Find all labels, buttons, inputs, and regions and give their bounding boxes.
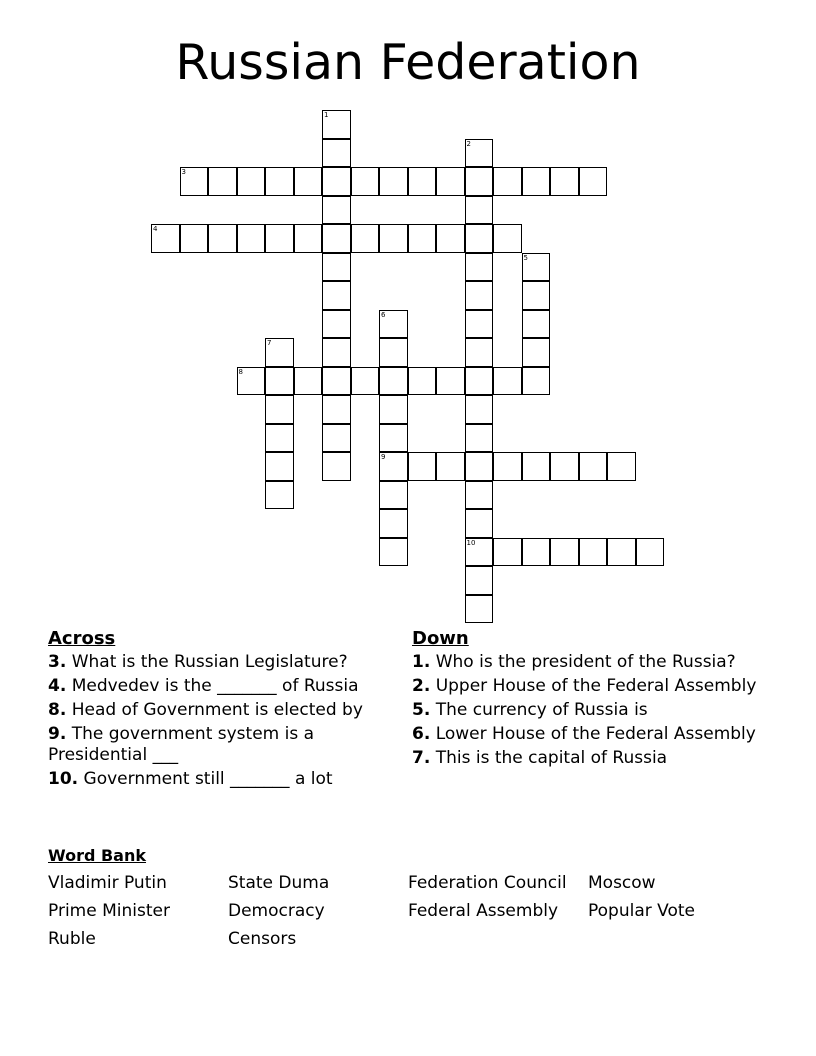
crossword-cell[interactable] [465,595,494,624]
crossword-cell[interactable] [465,196,494,225]
word-bank-item: Democracy [228,901,325,921]
crossword-cell[interactable] [465,167,494,196]
crossword-cell[interactable] [408,224,437,253]
clue-text: Medvedev is the _______ of Russia [71,676,359,696]
word-bank-item: State Duma [228,873,330,893]
crossword-cell[interactable] [322,452,351,481]
crossword-cell[interactable] [379,509,408,538]
crossword-cell[interactable] [465,566,494,595]
clue-down-7 [412,748,762,769]
clue-text: The government system is a Presidential ___ [48,724,315,765]
crossword-cell[interactable] [493,224,522,253]
crossword-cell[interactable] [265,452,294,481]
crossword-cell[interactable] [579,167,608,196]
clue-number-label: 10 [466,538,476,547]
crossword-cell[interactable] [550,452,579,481]
clue-text: The currency of Russia is [435,700,648,720]
crossword-cell[interactable] [436,367,465,396]
word-bank-item: Federation Council [408,873,567,893]
word-bank-item: Popular Vote [588,901,695,921]
crossword-cell[interactable] [322,395,351,424]
crossword-cell[interactable] [465,481,494,510]
clue-number: 1. [412,652,431,672]
clue-number-label: 1 [324,111,329,119]
clue-down-2 [412,676,762,697]
crossword-cell[interactable] [465,367,494,396]
crossword-cell[interactable] [379,167,408,196]
clue-text: This is the capital of Russia [435,748,668,768]
across-heading: Across [48,628,116,649]
crossword-cell[interactable] [322,367,351,396]
crossword-cell[interactable] [408,452,437,481]
crossword-cell[interactable] [322,224,351,253]
clue-number-label: 4 [153,225,158,233]
clue-number-label: 8 [238,367,243,376]
crossword-cell[interactable] [465,253,494,282]
clue-across-9 [48,724,388,766]
crossword-cell[interactable] [550,538,579,567]
clue-across-4 [48,676,388,697]
crossword-cell[interactable] [436,224,465,253]
crossword-cell[interactable] [465,224,494,253]
crossword-cell[interactable] [522,452,551,481]
word-bank-item: Ruble [48,929,96,949]
crossword-cell[interactable] [151,224,180,253]
crossword-cell[interactable] [265,338,294,367]
clue-number-label: 6 [381,310,386,319]
crossword-cell[interactable] [322,281,351,310]
crossword-cell[interactable] [465,538,494,567]
clue-number-label: 7 [267,339,272,347]
crossword-cell[interactable] [379,452,408,481]
clue-number-label: 3 [181,168,186,176]
crossword-cell[interactable] [322,253,351,282]
crossword-cell[interactable] [607,452,636,481]
clue-down-1 [412,652,762,673]
word-bank-item: Vladimir Putin [48,873,167,893]
crossword-cell[interactable] [265,367,294,396]
crossword-cell[interactable] [493,538,522,567]
crossword-cell[interactable] [322,424,351,453]
word-bank-item: Moscow [588,873,656,893]
clue-text: Head of Government is elected by [71,700,363,720]
clue-text: Government still _______ a lot [83,769,333,789]
crossword-cell[interactable] [579,452,608,481]
crossword-cell[interactable] [522,367,551,396]
clue-text: What is the Russian Legislature? [71,652,348,672]
clue-number: 6. [412,724,431,744]
crossword-cell[interactable] [465,395,494,424]
crossword-cell[interactable] [265,481,294,510]
clue-down-6 [412,724,762,745]
crossword-cell[interactable] [237,367,266,396]
crossword-cell[interactable] [436,452,465,481]
crossword-cell[interactable] [180,224,209,253]
crossword-cell[interactable] [522,338,551,367]
crossword-cell[interactable] [208,167,237,196]
crossword-cell[interactable] [208,224,237,253]
word-bank-item: Federal Assembly [408,901,559,921]
crossword-cell[interactable] [294,367,323,396]
crossword-cell[interactable] [436,167,465,196]
crossword-cell[interactable] [465,452,494,481]
crossword-cell[interactable] [493,452,522,481]
clue-down-5 [412,700,762,721]
crossword-cell[interactable] [465,281,494,310]
crossword-cell[interactable] [493,367,522,396]
crossword-cell[interactable] [522,281,551,310]
crossword-cell[interactable] [322,110,351,139]
crossword-cell[interactable] [522,538,551,567]
clue-text: Upper House of the Federal Assembly [435,676,757,696]
crossword-cell[interactable] [550,167,579,196]
crossword-cell[interactable] [465,338,494,367]
crossword-cell[interactable] [465,310,494,339]
word-bank [48,845,768,963]
crossword-cell[interactable] [322,139,351,168]
down-heading: Down [412,628,469,649]
crossword-cell[interactable] [322,338,351,367]
crossword-cell[interactable] [322,167,351,196]
clue-number-label: 5 [523,253,528,262]
clue-number: 10. [48,769,79,789]
word-bank-item: Censors [228,929,297,949]
crossword-cell[interactable] [379,424,408,453]
crossword-cell[interactable] [351,167,380,196]
crossword-cell[interactable] [607,538,636,567]
crossword-cell[interactable] [379,481,408,510]
clue-text: Lower House of the Federal Assembly [435,724,756,744]
crossword-cell[interactable] [294,224,323,253]
word-bank-heading: Word Bank [48,846,147,865]
crossword-cell[interactable] [237,167,266,196]
crossword-cell[interactable] [465,424,494,453]
clue-number: 2. [412,676,431,696]
clue-number-label: 9 [381,453,386,461]
crossword-cell[interactable] [265,167,294,196]
crossword-cell[interactable] [636,538,665,567]
crossword-cell[interactable] [465,509,494,538]
crossword-cell[interactable] [294,167,323,196]
crossword-cell[interactable] [379,338,408,367]
down-clues [412,628,762,772]
crossword-cell[interactable] [408,367,437,396]
crossword-cell[interactable] [493,167,522,196]
clue-across-10 [48,769,388,790]
crossword-cell[interactable] [465,139,494,168]
crossword-cell[interactable] [379,310,408,339]
crossword-cell[interactable] [265,424,294,453]
crossword-cell[interactable] [351,367,380,396]
crossword-cell[interactable] [379,538,408,567]
clue-number: 7. [412,748,431,768]
crossword-cell[interactable] [265,395,294,424]
clue-number-label: 2 [466,139,471,148]
crossword-cell[interactable] [379,367,408,396]
clue-number: 8. [48,700,67,720]
word-bank-item: Prime Minister [48,901,170,921]
crossword-cell[interactable] [522,167,551,196]
page-title: Russian Federation [175,34,641,91]
crossword-cell[interactable] [322,310,351,339]
clue-number: 4. [48,676,67,696]
crossword-cell[interactable] [408,167,437,196]
clue-text: Who is the president of the Russia? [435,652,736,672]
crossword-cell[interactable] [322,196,351,225]
clue-across-3 [48,652,388,673]
crossword-cell[interactable] [351,224,380,253]
clue-number: 9. [48,724,67,744]
crossword-cell[interactable] [379,395,408,424]
word-bank-list [48,873,768,963]
crossword-cell[interactable] [237,224,266,253]
crossword-cell[interactable] [522,253,551,282]
crossword-cell[interactable] [579,538,608,567]
crossword-cell[interactable] [379,224,408,253]
clue-number: 5. [412,700,431,720]
clue-number: 3. [48,652,67,672]
crossword-cell[interactable] [522,310,551,339]
clue-across-8 [48,700,388,721]
across-clues [48,628,388,793]
crossword-cell[interactable] [265,224,294,253]
crossword-cell[interactable] [180,167,209,196]
